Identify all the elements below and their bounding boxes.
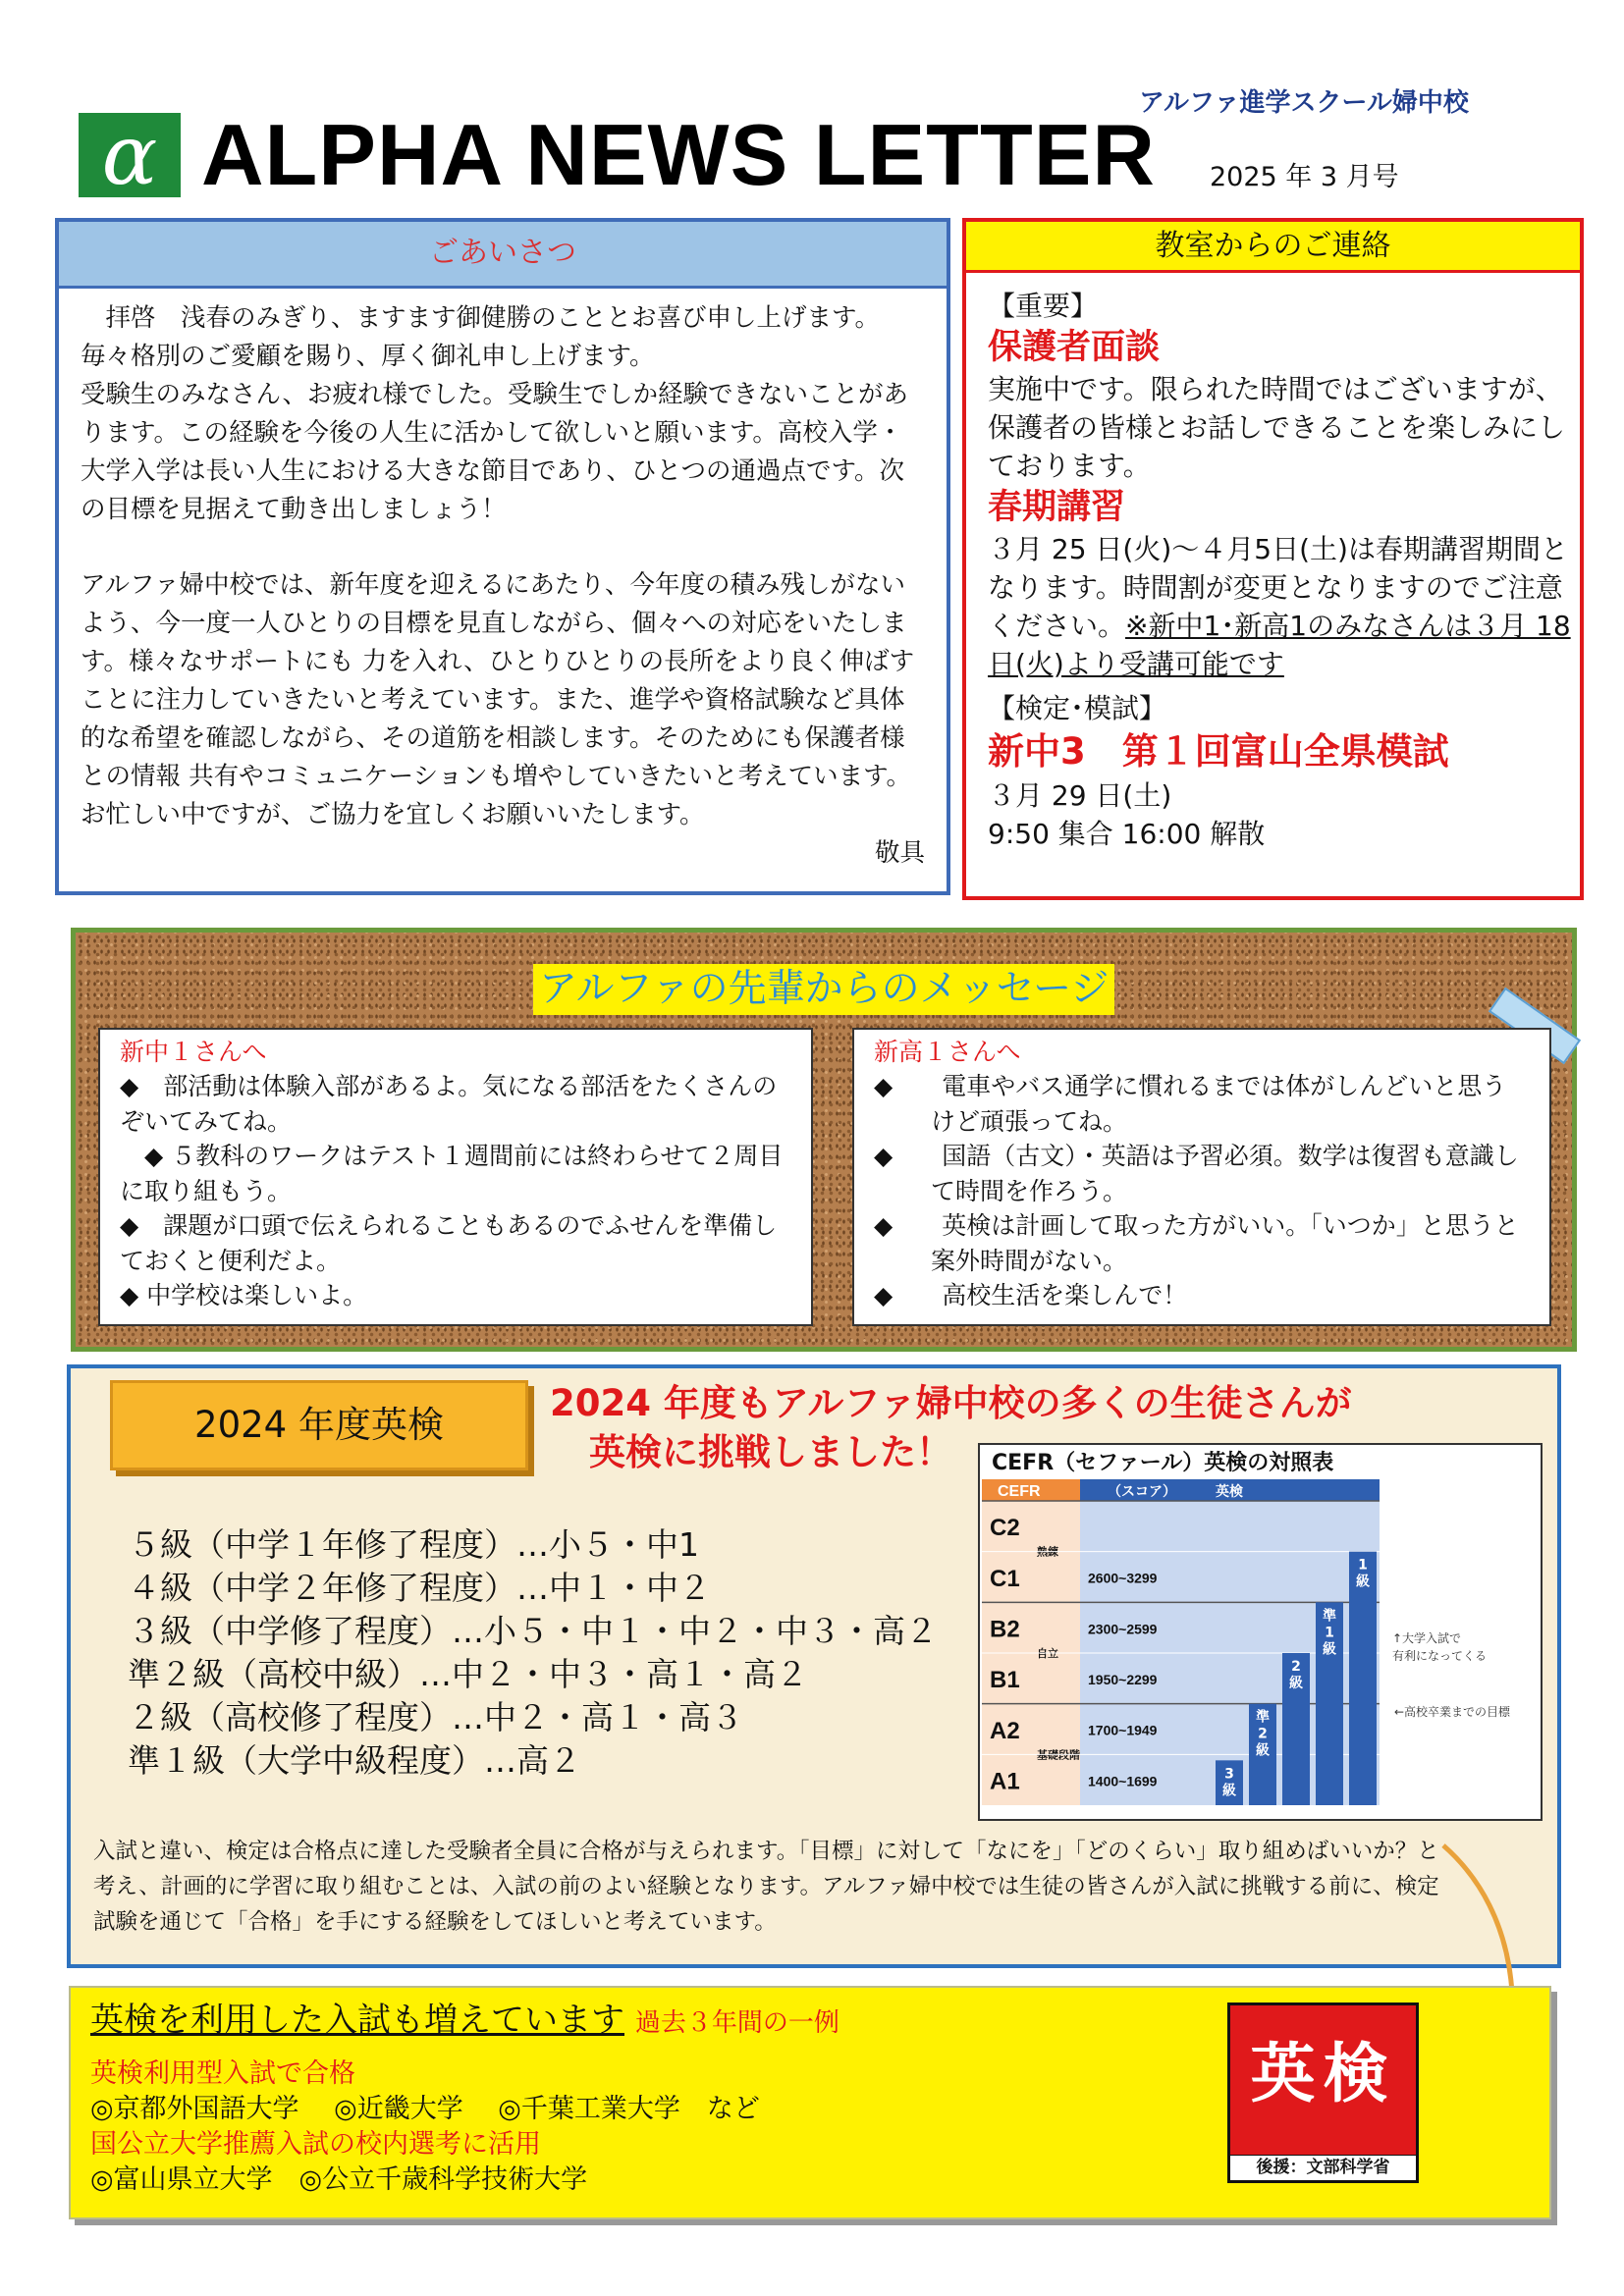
cefr-score-range: 2600~3299 — [1088, 1570, 1158, 1586]
cefr-group-label: 熟練 — [1037, 1545, 1058, 1559]
junior-message-card — [98, 1028, 813, 1326]
list-item: ◆ ５教科のワークはテスト１週間前には終わらせて２周目に取り組もう。 — [120, 1142, 784, 1205]
level-item: ３級（中学修了程度）…小５・中１・中２・中３・高２ — [128, 1612, 938, 1650]
grade-label: 級 — [1356, 1574, 1370, 1590]
senior-message-card — [852, 1028, 1551, 1326]
admission-category: 英検利用型入試で合格 — [90, 2058, 355, 2089]
eiken-col-header: 英検 — [1216, 1484, 1243, 1500]
grade-label: 準 — [1256, 1709, 1270, 1726]
level-item: ５級（中学１年修了程度）…小５・中1 — [128, 1525, 699, 1564]
annotation-highschool-goal: ←高校卒業までの目標 — [1394, 1705, 1511, 1719]
spring-course-text: ３月 25 日(火)～４月5日(土)は春期講習期間となります。時間割が変更となりますのでご注意ください。※新中1･新高1のみなさんは３月 18 日(火)より受講可能です — [988, 533, 1571, 680]
important-tag: 【重要】 — [988, 290, 1099, 322]
exam-tag: 【検定･模試】 — [988, 692, 1167, 724]
mock-exam-title: 新中3 第１回富山全県模試 — [988, 730, 1449, 773]
parent-meeting-text: 実施中です。限られた時間ではございますが、保護者の皆様とお話しできることを楽しみにしております。 — [988, 373, 1566, 482]
message-board-title: アルファの先輩からのメッセージ — [533, 964, 1114, 1015]
admission-schools: ◎京都外国語大学 ◎近畿大学 ◎千葉工業大学 など — [90, 2094, 760, 2124]
eiken-levels — [128, 1523, 938, 1783]
greeting-body — [81, 299, 925, 873]
grade-label: 1 — [1325, 1625, 1334, 1641]
senior-card-title: 新高１さんへ — [874, 1038, 1021, 1066]
cefr-level-label: B2 — [990, 1616, 1020, 1643]
grade-label: 準 — [1323, 1608, 1336, 1625]
cefr-score-range: 2300~2599 — [1088, 1621, 1158, 1637]
grade-label: 級 — [1222, 1783, 1236, 1799]
newsletter-title: ALPHA NEWS LETTER — [201, 106, 1156, 203]
mock-exam-date: ３月 29 日(土) — [988, 779, 1172, 812]
level-item: ２級（高校修了程度）…中２・高１・高３ — [128, 1698, 743, 1736]
eiken-logo: 英検 — [1227, 2002, 1419, 2158]
admission-schools: ◎富山県立大学 ◎公立千歳科学技術大学 — [90, 2164, 588, 2195]
cefr-chart — [980, 1477, 1540, 1816]
grade-label: 級 — [1256, 1742, 1270, 1759]
list-item: ◆ 課題が口頭で伝えられることもあるのでふせんを準備しておくと便利だよ。 — [120, 1211, 778, 1275]
admission-heading: 英検を利用した入試も増えています 過去３年間の一例 — [90, 2001, 839, 2040]
eiken-headline-line1: 2024 年度もアルファ婦中校の多くの生徒さんが — [550, 1382, 1352, 1424]
cefr-score-range: 1700~1949 — [1088, 1722, 1158, 1738]
list-item: ◆ 電車やバス通学に慣れるまでは体がしんどいと思うけど頑張ってね。 — [874, 1072, 1507, 1136]
score-col-header: （スコア） — [1108, 1484, 1176, 1500]
mock-exam-time: 9:50 集合 16:00 解散 — [988, 818, 1266, 850]
annotation-entrance-exam: ↑大学入試で — [1392, 1631, 1462, 1645]
grade-label: 1 — [1358, 1557, 1368, 1574]
cefr-title: CEFR（セファール）英検の対照表 — [992, 1451, 1334, 1475]
admission-sub: 過去３年間の一例 — [634, 2008, 839, 2038]
list-item: ◆ 国語（古文）・英語は予習必須。数学は復習も意識して時間を作ろう。 — [874, 1142, 1519, 1205]
list-item: ◆ 高校生活を楽しんで！ — [874, 1281, 1188, 1309]
admission-list — [90, 2056, 760, 2198]
list-item: ◆ 英検は計画して取った方がいい。「いつか」と思うと案外時間がない。 — [874, 1211, 1519, 1275]
cefr-group-label: 自立 — [1037, 1647, 1058, 1660]
level-item: ４級（中学２年修了程度）…中１・中２ — [128, 1569, 711, 1607]
school-name: アルファ進学スクール婦中校 — [1139, 88, 1469, 118]
notices-heading: 教室からのご連絡 — [966, 222, 1580, 273]
level-item: 準１級（大学中級程度）…高２ — [128, 1741, 581, 1780]
cefr-level-label: C2 — [990, 1515, 1020, 1542]
issue-date: 2025 年 3 月号 — [1210, 162, 1399, 192]
cefr-col-header: CEFR — [998, 1483, 1041, 1500]
annotation-advantage: 有利になってくる — [1392, 1649, 1488, 1663]
cefr-level-label: A1 — [990, 1768, 1020, 1795]
greeting-para-1: 拝啓 浅春のみぎり、ますます御健勝のこととお喜び申し上げます。毎々格別のご愛顧を賜り、厚く御礼申し上げます。 — [81, 303, 880, 371]
spring-course-title: 春期講習 — [988, 488, 1126, 527]
admission-category: 国公立大学推薦入試の校内選考に活用 — [90, 2129, 541, 2160]
notices-body — [988, 287, 1577, 853]
grade-label: 級 — [1289, 1676, 1303, 1691]
eiken-note: 入試と違い、検定は合格点に達した受験者全員に合格が与えられます。「目標」に対して「なにを」「どのくらい」取り組めばいいか？と考え、計画的に学習に取り組むことは、入試の前のよい経験となります。アルファ婦中校では生徒の皆さんが入試に挑戦する前に、検定試験を通じて「合格」を手にする経験をしてほしいと考えています。 — [93, 1839, 1439, 1935]
eiken-logo-sponsor: 後援：文部科学省 — [1227, 2156, 1419, 2183]
greeting-heading: ごあいさつ — [59, 222, 947, 289]
list-item: ◆ 部活動は体験入部があるよ。気になる部活をたくさんのぞいてみてね。 — [120, 1072, 778, 1136]
alpha-logo: α — [79, 113, 181, 197]
greeting-para-2: 受験生のみなさん、お疲れ様でした。受験生でしか経験できないことがあります。この経験を今後の人生に活かして欲しいと願います。高校入学・大学入学は長い人生における大きな節目であり、ひとつの通過点です。次の目標を見据えて動き出しましょう！ — [81, 380, 909, 524]
grade-label: 2 — [1258, 1726, 1268, 1742]
eiken-year-label: 2024 年度英検 — [110, 1380, 528, 1470]
parent-meeting-title: 保護者面談 — [988, 328, 1161, 367]
eiken-headline-line2: 英検に挑戦しました！ — [589, 1431, 952, 1473]
cefr-score-range: 1400~1699 — [1088, 1773, 1158, 1789]
grade-label: 3 — [1224, 1766, 1234, 1783]
list-item: ◆ 中学校は楽しいよ。 — [120, 1281, 368, 1309]
grade-label: 2 — [1291, 1659, 1301, 1675]
cefr-level-label: C1 — [990, 1565, 1020, 1592]
greeting-closing: 敬具 — [874, 838, 925, 868]
cefr-level-label: B1 — [990, 1667, 1020, 1694]
level-item: 準２級（高校中級）…中２・中３・高１・高２ — [128, 1655, 808, 1693]
greeting-para-3: アルファ婦中校では、新年度を迎えるにあたり、今年度の積み残しがないよう、今一度一人ひとりの目標を見直しながら、個々への対応をいたします。様々なサポートにも 力を入れ、ひとりひとりの長所をより良く伸ばすことに注力していきたいと考えています。また、進学や資格試験など具体的な希望を確認しながら、その道筋を相談します。そのためにも保護者様との情報 共有やコミュニケーションも増やしていきたいと考えています。お忙しい中ですが、ご協力を宜しくお願いいたします。 — [81, 570, 915, 829]
cefr-level-label: A2 — [990, 1717, 1020, 1744]
spring-course-note: ※新中1･新高1のみなさんは３月 18 日(火)より受講可能です — [988, 610, 1571, 680]
cefr-score-range: 1950~2299 — [1088, 1672, 1158, 1688]
cefr-group-label: 基礎段階 — [1037, 1748, 1080, 1762]
grade-label: 級 — [1323, 1641, 1336, 1658]
junior-card-title: 新中１さんへ — [120, 1038, 267, 1066]
